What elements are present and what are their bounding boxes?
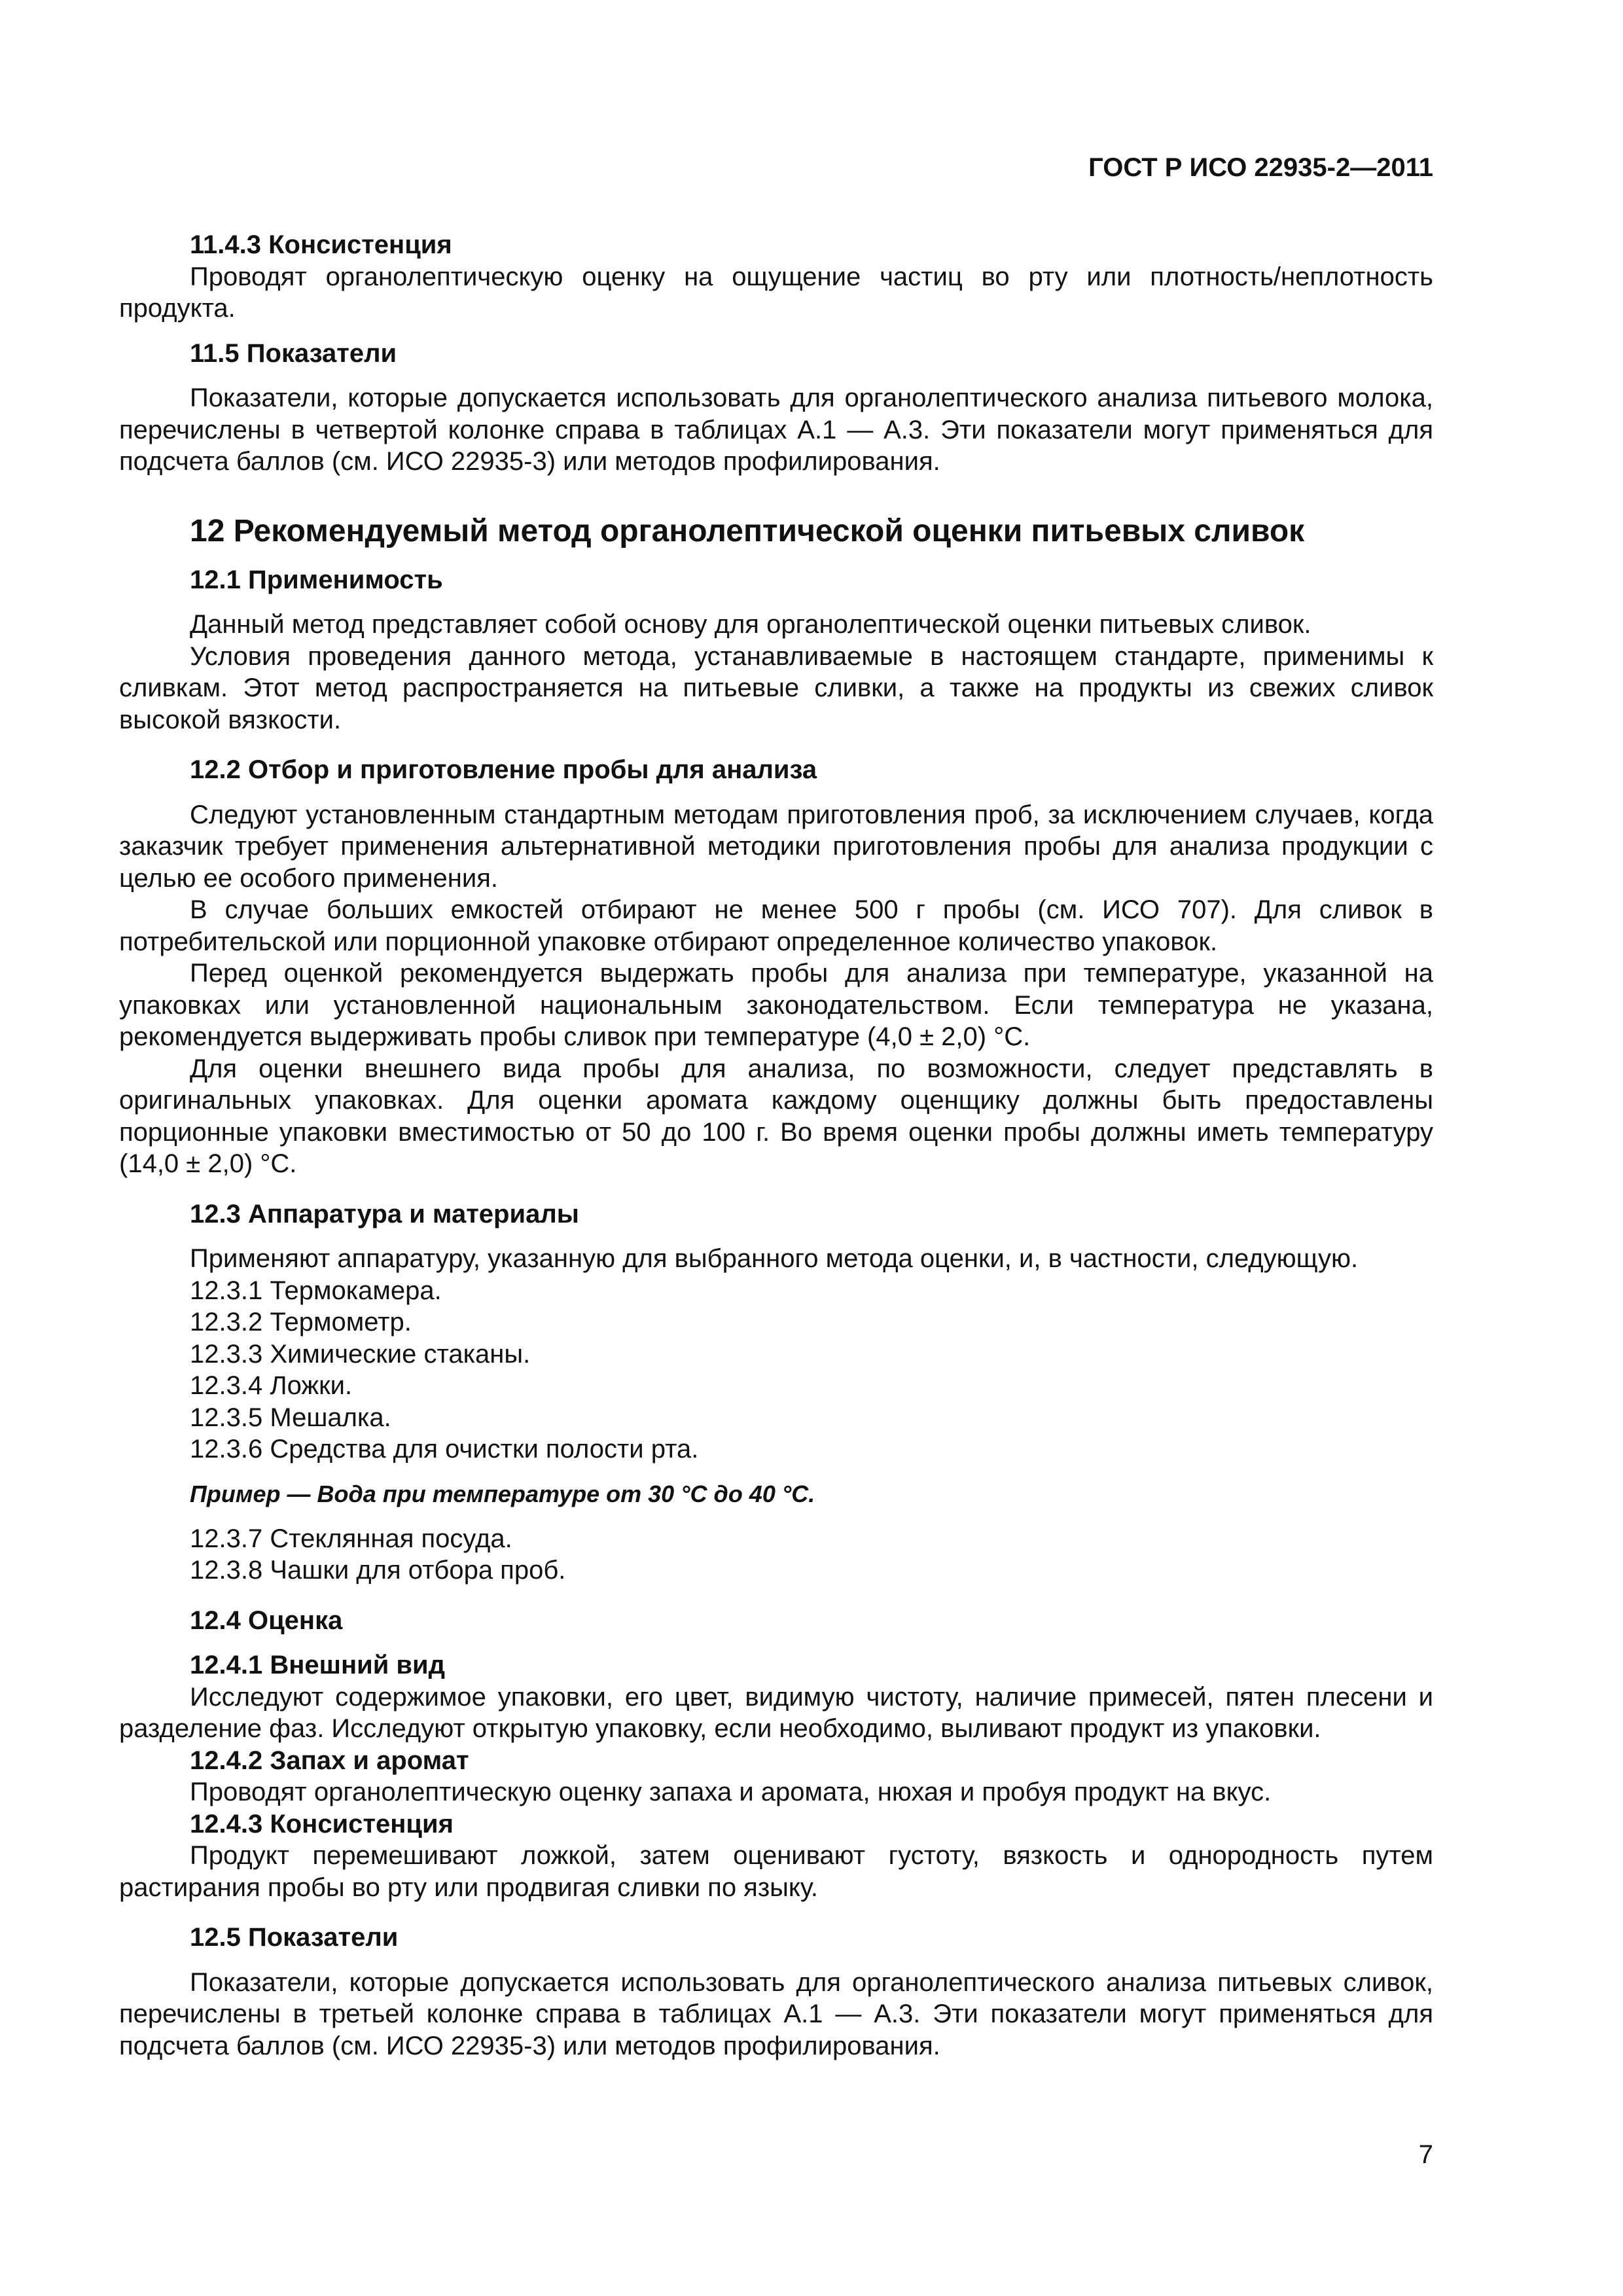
heading-12-4: 12.4 Оценка [190,1605,343,1635]
paragraph-12-2-d: Для оценки внешнего вида пробы для анализа, по возможности, следует представлять в оригинальных упаковках. Для оценки аромата каждому оценщику должны быть предоставлены порционные упаковки вместимостью от 50 до 100 г. Во время оценки пробы должны иметь температуру (14,0 ± 2,0) °С. [119,1054,1433,1178]
paragraph-12-4-2: Проводят органолептическую оценку запаха и аромата, нюхая и пробуя продукт на вкус. [190,1778,1272,1806]
paragraph-12-2-b: В случае больших емкостей отбирают не менее 500 г пробы (см. ИСО 707). Для сливок в потребительской или порционной упаковке отбирают определенное количество упаковок. [119,895,1433,956]
heading-12-5: 12.5 Показатели [190,1923,399,1952]
example-note: Пример — Вода при температуре от 30 °С до 40 °С. [190,1480,815,1507]
list-item-12-3-5: 12.3.5 Мешалка. [190,1403,391,1432]
heading-12-4-2: 12.4.2 Запах и аромат [190,1746,469,1775]
paragraph-12-2-a: Следуют установленным стандартным методам приготовления проб, за исключением случаев, когда заказчик требует применения альтернативной методики приготовления пробы для анализа продукции с целью ее особого применения. [119,800,1433,893]
list-item-12-3-6: 12.3.6 Средства для очистки полости рта. [190,1435,699,1463]
document-body [119,229,1433,2062]
list-item-12-3-2: 12.3.2 Термометр. [190,1308,412,1336]
list-item-12-3-7: 12.3.7 Стеклянная посуда. [190,1524,512,1553]
paragraph-12-1-b: Условия проведения данного метода, устанавливаемые в настоящем стандарте, применимы к сливкам. Этот метод распространяется на питьевые сливки, а также на продукты из свежих сливок высокой вязкости. [119,641,1433,734]
paragraph-12-1-a: Данный метод представляет собой основу для органолептической оценки питьевых сливок. [190,610,1311,639]
paragraph-12-4-3: Продукт перемешивают ложкой, затем оценивают густоту, вязкость и однородность путем растирания пробы во рту или продвигая сливки по языку. [119,1841,1433,1902]
heading-11-5: 11.5 Показатели [190,338,397,368]
paragraph-12-5: Показатели, которые допускается использовать для органолептического анализа питьевых сливок, перечислены в третьей колонке справа в таблицах А.1 — А.3. Эти показатели могут применяться для подсчета баллов (см. ИСО 22935-3) или методов профилирования. [119,1967,1433,2060]
paragraph-12-2-c: Перед оценкой рекомендуется выдержать пробы для анализа при температуре, указанной на упаковках или установленной национальным законодательством. Если температура не указана, рекомендуется выдерживать пробы сливок при температуре (4,0 ± 2,0) °С. [119,959,1433,1051]
heading-12-3: 12.3 Аппаратура и материалы [190,1199,579,1229]
heading-12-4-3: 12.4.3 Консистенция [190,1809,454,1839]
list-item-12-3-3: 12.3.3 Химические стаканы. [190,1339,531,1369]
paragraph-12-3: Применяют аппаратуру, указанную для выбранного метода оценки, и, в частности, следующую. [190,1244,1359,1273]
list-item-12-3-1: 12.3.1 Термокамера. [190,1276,442,1305]
list-item-12-3-8: 12.3.8 Чашки для отбора проб. [190,1556,566,1585]
page-number: 7 [1418,2140,1433,2169]
document-code-header: ГОСТ Р ИСО 22935-2—2011 [1088,153,1433,182]
paragraph-11-4-3: Проводят органолептическую оценку на ощущение частиц во рту или плотность/неплотность продукта. [119,262,1433,323]
list-item-12-3-4: 12.3.4 Ложки. [190,1371,353,1400]
heading-11-4-3: 11.4.3 Консистенция [190,230,452,259]
heading-12-2: 12.2 Отбор и приготовление пробы для анализа [190,755,817,784]
heading-12: 12 Рекомендуемый метод органолептической оценки питьевых сливок [190,513,1305,548]
paragraph-12-4-1: Исследуют содержимое упаковки, его цвет, видимую чистоту, наличие примесей, пятен плесени и разделение фаз. Исследуют открытую упаковку, если необходимо, выливают продукт из упаковки. [119,1682,1433,1743]
heading-12-4-1: 12.4.1 Внешний вид [190,1651,445,1679]
paragraph-11-5: Показатели, которые допускается использовать для органолептического анализа питьевого молока, перечислены в четвертой колонке справа в таблицах А.1 — А.3. Эти показатели могут применяться для подсчета баллов (см. ИСО 22935-3) или методов профилирования. [119,384,1433,476]
heading-12-1: 12.1 Применимость [190,565,443,594]
